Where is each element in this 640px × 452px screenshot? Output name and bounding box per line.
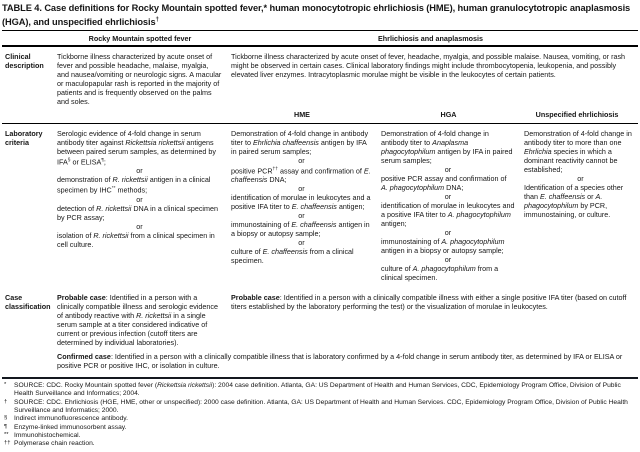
laboratory-rmsf-cell xyxy=(57,124,231,282)
or-separator: or xyxy=(298,211,305,221)
criterion-item: immunostaining of E. chaffeensis antigen in a biopsy or autopsy sample; xyxy=(231,220,370,239)
footnote-text: Indirect immunofluorescence antibody. xyxy=(14,415,128,423)
footnote-item xyxy=(2,440,638,448)
case-confirmed-cell: Confirmed case: Identified in a person with a clinically compatible illness that is laboratory confirmed by a 4-fold change in serum antibody titer, as determined by IFA or ELISA or positive PCR or positive IHC, or isolation in culture. xyxy=(57,352,623,371)
footnote-marker: ** xyxy=(4,431,9,438)
row-label-case-classification: Case classification xyxy=(5,293,51,312)
or-separator: or xyxy=(577,174,584,184)
criterion-item: positive PCR assay and confirmation of A. phagocytophilum DNA; xyxy=(381,174,507,193)
or-separator: or xyxy=(136,194,143,204)
footnote-marker: † xyxy=(4,398,8,405)
row-label-laboratory-criteria: Laboratory criteria xyxy=(5,129,43,148)
footnote-item xyxy=(2,415,638,423)
subheader-unspecified-ehrlichiosis: Unspecified ehrlichiosis xyxy=(535,110,619,120)
column-header-rmsf: Rocky Mountain spotted fever xyxy=(88,34,192,44)
footnote-text: Enzyme-linked immunosorbent assay. xyxy=(14,423,127,431)
or-separator: or xyxy=(444,165,452,175)
or-separator: or xyxy=(136,166,143,176)
criterion-item: detection of R. rickettsii DNA in a clinical specimen by PCR assay; xyxy=(57,203,219,222)
or-separator: or xyxy=(298,156,305,166)
footnote-item xyxy=(2,382,638,399)
footnote-text: SOURCE: CDC. Ehrlichiosis (HGE, HME, other or unspecified): 2000 case definition. Atlanta, GA: US Department of Health and Human Services. CDC, Epidemiology Program Office, Division of Public Health Surveillance and Informatics; 2000. xyxy=(14,398,628,414)
criterion-item: immunostaining of A. phagocytophilum antigen in a biopsy or autopsy sample; xyxy=(381,237,505,256)
criterion-item: culture of A. phagocytophilum from a clinical specimen. xyxy=(381,264,499,283)
clinical-description-rmsf-cell: Tickborne illness characterized by acute onset of fever and possible headache, malaise, myalgia, and nausea/vomiting or neurologic signs. A macular or maculopapular rash is reported in the majority of patients and is frequently observed on the palms and soles. xyxy=(57,52,222,107)
footnote-text: SOURCE: CDC. Rocky Mountain spotted fever (Rickettsia rickettsii): 2004 case definition. Atlanta, GA: US Department of Health and Human Services, CDC, Epidemiology Program Office, Division of Public Health Surveillance and Informatics; 2004. xyxy=(14,382,621,398)
row-label-clinical-description: Clinical description xyxy=(5,52,44,71)
footnote-text: Polymerase chain reaction. xyxy=(14,440,95,448)
criterion-item: identification of morulae in leukocytes and a positive IFA titer to A. phagocytophilum antigen; xyxy=(381,201,515,229)
laboratory-hga-cell xyxy=(381,124,524,282)
or-separator: or xyxy=(444,192,452,202)
or-separator: or xyxy=(444,228,452,238)
laboratory-hme-cell xyxy=(231,124,381,282)
table-title: TABLE 4. Case definitions for Rocky Mountain spotted fever,* human monocytotropic ehrlichiosis (HME), human granulocytotropic anaplasmosis (HGA), and unspecified ehrlichiosis† xyxy=(2,3,631,28)
criterion-item: Demonstration of 4-fold change in antibody titer to Ehrlichia chaffeensis antigen by IFA in paired serum samples; xyxy=(231,129,369,157)
or-separator: or xyxy=(136,221,143,231)
footnote-marker: * xyxy=(4,382,7,389)
criterion-item: culture of E. chaffeensis from a clinical specimen. xyxy=(231,247,354,266)
footnote-marker: †† xyxy=(4,440,11,447)
subheader-hga: HGA xyxy=(440,110,457,120)
criterion-item: Demonstration of 4-fold change in antibody titer to more than one Ehrlichia species in which a dominant reactivity cannot be established; xyxy=(524,129,632,175)
criterion-item: isolation of R. rickettsii from a clinical specimen in cell culture. xyxy=(57,230,215,249)
criterion-item: demonstration of R. rickettsii antigen in a clinical specimen by IHC** methods; xyxy=(57,175,211,195)
criterion-item: positive PCR†† assay and confirmation of E. chaffeensis DNA; xyxy=(231,166,371,185)
case-definition-table xyxy=(2,31,638,448)
or-separator: or xyxy=(444,255,452,265)
footnote-marker: ¶ xyxy=(4,423,8,430)
or-separator: or xyxy=(298,184,305,194)
laboratory-unspecified-cell xyxy=(524,124,638,282)
criterion-item: Demonstration of 4-fold change in antibody titer to Anaplasma phagocytophilum antigen by IFA in paired serum samples; xyxy=(381,129,513,166)
criterion-item: identification of morulae in leukocytes and a positive IFA titer to E. chaffeensis antigen; xyxy=(231,193,371,212)
footnote-item xyxy=(2,424,638,432)
footnotes xyxy=(2,379,638,448)
subheader-hme: HME xyxy=(294,110,310,120)
footnote-marker: § xyxy=(4,415,8,422)
case-probable-rmsf-cell: Probable case: Identified in a person with a clinically compatible illness and serologic evidence of antibody reactive with R. rickettsii in a single serum sample at a titer considered indicative of current or previous infection (cutoff titers are determined by individual laboratories). xyxy=(57,293,219,348)
case-probable-ehrlichiosis-cell: Probable case: Identified in a person with a clinically compatible illness with either a single positive IFA titer (based on cutoff titers established by the laboratory performing the test) or the visualization of morulae in leukocytes. xyxy=(231,293,627,312)
criterion-item: Identification of a species other than E. chaffeensis or A. phagocytophilum by PCR, immunostaining, or culture. xyxy=(524,183,624,220)
column-header-ehrlichiosis: Ehrlichiosis and anaplasmosis xyxy=(377,34,484,44)
or-separator: or xyxy=(298,238,305,248)
footnote-item xyxy=(2,399,638,416)
footnote-item xyxy=(2,432,638,440)
footnote-text: Immunohistochemical. xyxy=(14,431,81,439)
criterion-item: Serologic evidence of 4-fold change in serum antibody titer against Rickettsia rickettsii antigens between paired serum samples, as determined by IFA§ or ELISA¶; xyxy=(57,129,217,167)
clinical-description-ehrlichiosis-cell: Tickborne illness characterized by acute onset of fever, headache, myalgia, and possible malaise. Nausea, vomiting, or rash might be observed in certain cases. Clinical laboratory findings might include thrombocytopenia, leukopenia, and possibly elevated liver enzymes. Intracytoplasmic morulae might be visible in the leukocytes of certain patients. xyxy=(231,52,626,80)
